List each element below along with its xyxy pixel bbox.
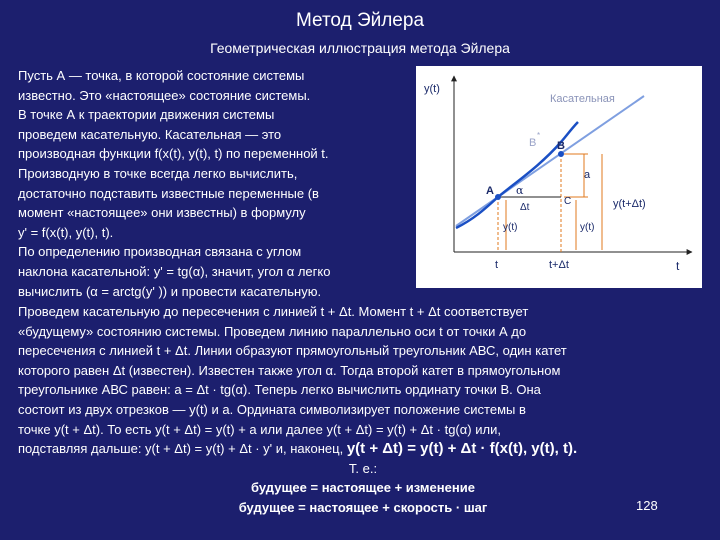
text-line: Пусть А — точка, в которой состояние системы (18, 68, 305, 83)
point-b-star-mark: * (537, 131, 541, 140)
text-line: известно. Это «настоящее» состояние системы. (18, 87, 311, 103)
y-axis-label: y(t) (424, 83, 440, 95)
point-a (495, 194, 501, 200)
text-line: вычислить (α = arctg(y' )) и провести касательную. (18, 283, 322, 299)
bottom-text-block (18, 302, 708, 518)
text-line: y' = f(x(t), y(t), t). (18, 224, 114, 240)
text-line: достаточно подставить известные переменные (в (18, 185, 319, 201)
text-line: По определению производная связана с углом (18, 244, 302, 260)
summary-line-1: будущее = настоящее + изменение (251, 480, 475, 496)
page-number: 128 (636, 498, 658, 513)
text-line: пересечения с линией t + Δt. Линии образуют прямоугольный треугольник АВС, один катет (18, 343, 567, 359)
point-b-star-label: B (529, 137, 537, 149)
y-t-dt-label: y(t+Δt) (613, 198, 646, 210)
point-a-label: A (486, 185, 494, 197)
euler-figure (416, 66, 702, 288)
text-line: проведем касательную. Касательная — это (18, 126, 282, 142)
left-text-block (18, 66, 413, 301)
text-line: которого равен Δt (известен). Известен также угол α. Тогда второй катет в прямоугольном (18, 362, 561, 378)
tick-t-label: t (495, 259, 499, 271)
text-line: Проведем касательную до пересечения с линией t + Δt. Момент t + Δt соответствует (18, 304, 529, 319)
text-line: состоит из двух отрезков — y(t) и a. Ордината символизирует положение системы в (18, 401, 526, 417)
text-line: момент «настоящее» они известны) в формулу (18, 205, 306, 221)
a-label: a (584, 169, 591, 181)
tangent-label: Касательная (550, 93, 615, 105)
y-t-left-label: y(t) (503, 222, 518, 233)
text-line: Производную в точке всегда легко вычислить, (18, 165, 298, 181)
delta-t-label: Δt (520, 202, 530, 213)
text-line: «будущему» состоянию системы. Проведем линию параллельно оси t от точки А до (18, 323, 527, 339)
text-line: производная функции f(x(t), y(t), t) по переменной t. (18, 146, 329, 162)
text-line: наклона касательной: y' = tg(α), значит, угол α легко (18, 263, 331, 279)
final-formula: y(t + Δt) = y(t) + Δt · f(x(t), y(t), t). (346, 440, 578, 458)
alpha-label: α (516, 184, 524, 197)
text-line: В точке А к траектории движения системы (18, 107, 275, 123)
trajectory-curve (456, 122, 578, 228)
text-line: точке y(t + Δt). То есть y(t + Δt) = y(t) + a или далее y(t + Δt) = y(t) + Δt · tg(α) или, (18, 421, 501, 437)
slide-subtitle: Геометрическая иллюстрация метода Эйлера (210, 40, 510, 56)
text-line: треугольнике АВС равен: a = Δt · tg(α). Теперь легко вычислить ординату точки В. Она (18, 382, 541, 398)
final-line-prefix: подставляя дальше: y(t + Δt) = y(t) + Δt · y' и, наконец, (18, 441, 344, 457)
point-b-label: B (557, 140, 565, 152)
summary-line-2: будущее = настоящее + скорость · шаг (238, 499, 488, 515)
y-t-right-label: y(t) (580, 222, 595, 233)
euler-diagram (416, 66, 702, 288)
point-c-label: C (564, 196, 572, 207)
slide-title: Метод Эйлера (295, 10, 425, 31)
tick-t-dt-label: t+Δt (549, 259, 569, 271)
t-axis-label: t (676, 259, 680, 273)
final-line (18, 439, 708, 459)
te-label: Т. е.: (348, 460, 378, 476)
